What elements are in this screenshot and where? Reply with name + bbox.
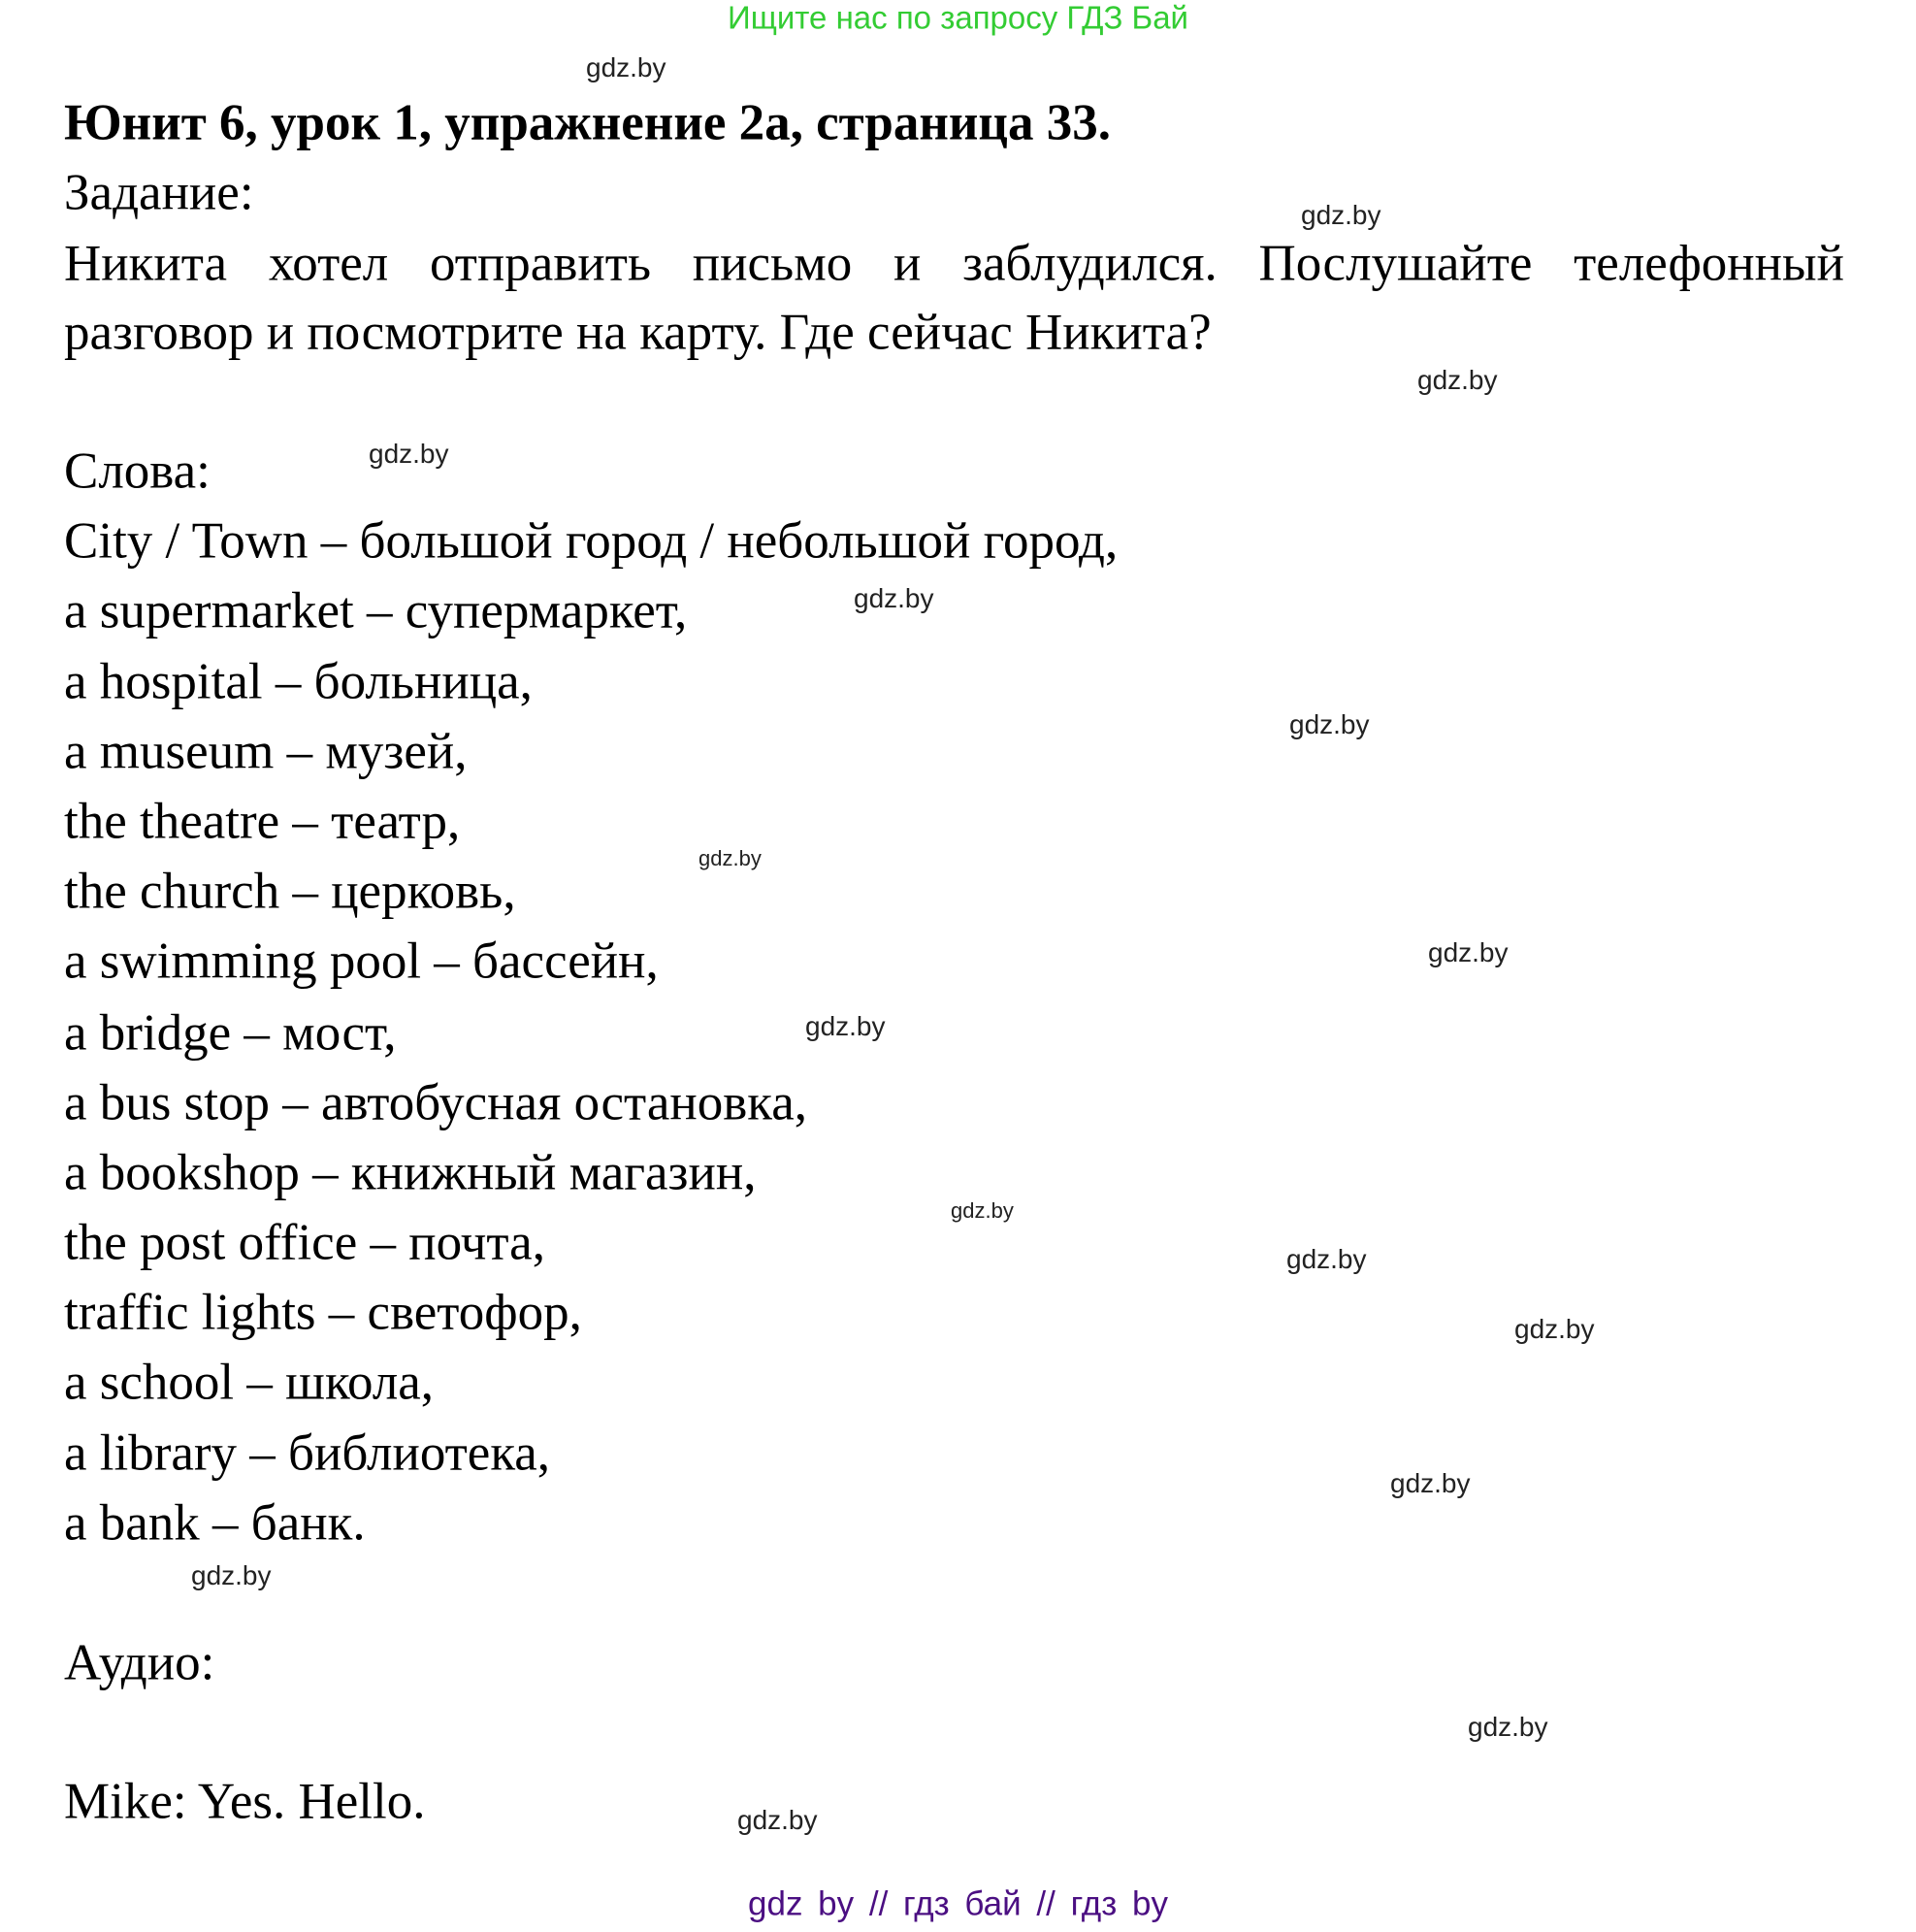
word-item: a hospital – больница, bbox=[64, 653, 533, 710]
word-item: a museum – музей, bbox=[64, 723, 468, 780]
word-item: the post office – почта, bbox=[64, 1214, 545, 1271]
word-item: a bridge – мост, bbox=[64, 1004, 397, 1062]
watermark: gdz.by bbox=[698, 846, 762, 870]
watermark: gdz.by bbox=[586, 52, 666, 82]
footer-links: gdz by // гдз бай // гдз by bbox=[748, 1884, 1168, 1923]
word-item: traffic lights – светофор, bbox=[64, 1284, 582, 1341]
watermark: gdz.by bbox=[1468, 1712, 1548, 1742]
word-item: a swimming pool – бассейн, bbox=[64, 933, 659, 990]
watermark: gdz.by bbox=[1417, 365, 1498, 395]
watermark: gdz.by bbox=[191, 1560, 272, 1590]
watermark: gdz.by bbox=[805, 1011, 886, 1041]
audio-line: Mike: Yes. Hello. bbox=[64, 1773, 426, 1830]
word-item: a school – школа, bbox=[64, 1354, 435, 1411]
audio-label: Аудио: bbox=[64, 1634, 215, 1691]
watermark: gdz.by bbox=[1428, 937, 1509, 967]
watermark: gdz.by bbox=[854, 583, 934, 613]
word-item: the theatre – театр, bbox=[64, 793, 461, 850]
word-item: a bank – банк. bbox=[64, 1494, 366, 1552]
task-label: Задание: bbox=[64, 164, 254, 221]
word-item: a library – библиотека, bbox=[64, 1424, 551, 1482]
watermark: gdz.by bbox=[951, 1198, 1014, 1223]
task-line: Никита хотел отправить письмо и заблудился. Послушайте телефонный bbox=[64, 235, 1844, 292]
word-item: a bookshop – книжный магазин, bbox=[64, 1144, 757, 1201]
watermark: gdz.by bbox=[1289, 709, 1370, 739]
word-item: a supermarket – супермаркет, bbox=[64, 582, 688, 639]
watermark: gdz.by bbox=[1286, 1244, 1367, 1274]
word-item: a bus stop – автобусная остановка, bbox=[64, 1074, 807, 1131]
words-label: Слова: bbox=[64, 442, 211, 500]
watermark: gdz.by bbox=[1301, 200, 1381, 230]
page-title: Юнит 6, урок 1, упражнение 2а, страница 33. bbox=[64, 94, 1111, 151]
watermark: gdz.by bbox=[1390, 1468, 1471, 1498]
watermark: gdz.by bbox=[737, 1805, 818, 1835]
word-item: the church – церковь, bbox=[64, 863, 516, 920]
watermark: gdz.by bbox=[369, 439, 449, 469]
task-line: разговор и посмотрите на карту. Где сейчас Никита? bbox=[64, 304, 1212, 361]
watermark: gdz.by bbox=[1514, 1314, 1595, 1344]
search-banner: Ищите нас по запросу ГДЗ Бай bbox=[728, 0, 1188, 36]
word-item: City / Town – большой город / небольшой город, bbox=[64, 512, 1119, 570]
